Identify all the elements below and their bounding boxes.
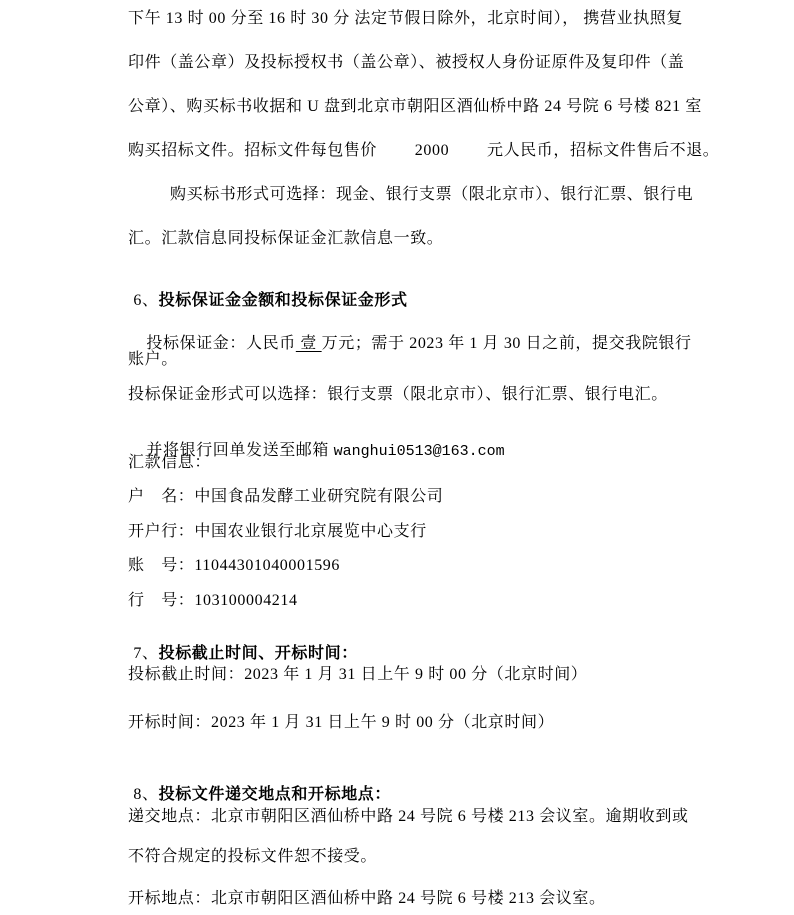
payment-method-line-1: 购买标书形式可选择：现金、银行支票（限北京市）、银行汇票、银行电 (170, 186, 694, 203)
deposit-amount-prefix: 投标保证金：人民币 (146, 335, 296, 352)
purchase-paragraph-line-2: 印件（盖公章）及投标授权书（盖公章）、被授权人身份证原件及复印件（盖 (128, 54, 685, 71)
purchase-paragraph-line-3: 公章）、购买标书收据和 U 盘到北京市朝阳区酒仙桥中路 24 号院 6 号楼 821 室 (128, 98, 702, 115)
section-8-number: 8、 (133, 786, 159, 803)
opening-place-line: 开标地点：北京市朝阳区酒仙桥中路 24 号院 6 号楼 213 会议室。 (128, 890, 606, 907)
purchase-paragraph-line-1: 下午 13 时 00 分至 16 时 30 分 法定节假日除外，北京时间）， 携营业执照复 (128, 10, 684, 27)
remittance-info-label: 汇款信息： (128, 454, 212, 471)
submission-place-line-2: 不符合规定的投标文件恕不接受。 (128, 848, 378, 865)
submission-place-line-1: 递交地点：北京市朝阳区酒仙桥中路 24 号院 6 号楼 213 会议室。逾期收到或 (128, 808, 689, 825)
bank-branch-line: 开户行：中国农业银行北京展览中心支行 (128, 523, 427, 540)
deposit-amount-underlined: 壹 (295, 335, 322, 352)
bid-deadline-line: 投标截止时间：2023 年 1 月 31 日上午 9 时 00 分（北京时间） (128, 666, 588, 683)
deposit-amount-line-2: 账户。 (128, 351, 178, 368)
payment-method-line-2: 汇。汇款信息同投标保证金汇款信息一致。 (128, 230, 444, 247)
deposit-amount-line (128, 311, 692, 377)
deposit-form-line: 投标保证金形式可以选择：银行支票（限北京市）、银行汇票、银行电汇。 (128, 386, 668, 403)
account-number-line: 账 号：11044301040001596 (128, 557, 341, 574)
deposit-amount-suffix: 万元；需于 2023 年 1 月 30 日之前，提交我院银行 (321, 335, 692, 352)
section-8-title: 投标文件递交地点和开标地点： (158, 786, 392, 803)
section-6-title: 投标保证金金额和投标保证金形式 (158, 292, 408, 309)
section-7-title: 投标截止时间、开标时间： (158, 645, 358, 662)
email-address: wanghui0513@163.com (333, 443, 505, 460)
section-6-number: 6、 (133, 292, 159, 309)
bid-opening-time-line: 开标时间：2023 年 1 月 31 日上午 9 时 00 分（北京时间） (128, 714, 555, 731)
account-name-line: 户 名：中国食品发酵工业研究院有限公司 (128, 488, 444, 505)
bank-number-line: 行 号：103100004214 (128, 592, 298, 609)
section-7-number: 7、 (133, 645, 159, 662)
email-prefix: 并将银行回单发送至邮箱 (146, 442, 334, 459)
purchase-paragraph-line-4: 购买招标文件。招标文件每包售价 2000 元人民币，招标文件售后不退。 (128, 142, 720, 159)
